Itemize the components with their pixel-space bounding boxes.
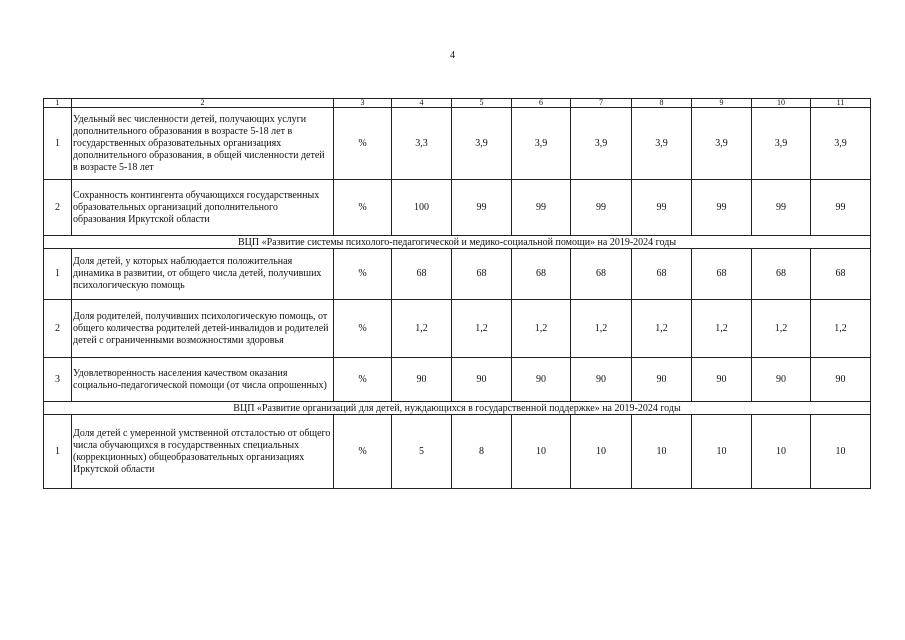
unit-cell: % [334,180,392,236]
value-cell: 3,9 [752,108,811,180]
value-cell: 90 [811,358,871,402]
value-cell: 3,9 [632,108,692,180]
table-row [44,249,871,300]
column-number: 6 [512,99,571,108]
row-index-cell: 2 [44,300,72,358]
value-cell: 100 [392,180,452,236]
value-cell: 3,9 [452,108,512,180]
row-index-cell: 2 [44,180,72,236]
value-cell: 99 [752,180,811,236]
value-cell: 68 [452,249,512,300]
indicator-name-cell: Доля детей с умеренной умственной отсталостью от общего числа обучающихся в государственных специальных (коррекционных) общеобразовательных организациях Иркутской области [72,415,334,489]
value-cell: 8 [452,415,512,489]
value-cell: 68 [392,249,452,300]
unit-cell: % [334,358,392,402]
value-cell: 90 [512,358,571,402]
value-cell: 68 [512,249,571,300]
column-number: 8 [632,99,692,108]
value-cell: 3,3 [392,108,452,180]
value-cell: 10 [752,415,811,489]
value-cell: 1,2 [571,300,632,358]
value-cell: 3,9 [811,108,871,180]
indicator-name-cell: Сохранность контингента обучающихся государственных образовательных организаций дополнительного образования Иркутской области [72,180,334,236]
value-cell: 90 [571,358,632,402]
value-cell: 1,2 [512,300,571,358]
value-cell: 1,2 [632,300,692,358]
value-cell: 68 [752,249,811,300]
value-cell: 1,2 [752,300,811,358]
value-cell: 10 [571,415,632,489]
value-cell: 5 [392,415,452,489]
value-cell: 10 [632,415,692,489]
table-row [44,358,871,402]
column-number: 11 [811,99,871,108]
table-row [44,180,871,236]
indicator-name-cell: Удовлетворенность населения качеством оказания социально-педагогической помощи (от числа опрошенных) [72,358,334,402]
indicator-name-cell: Доля детей, у которых наблюдается положительная динамика в развитии, от общего числа детей, получивших психологическую помощь [72,249,334,300]
value-cell: 90 [452,358,512,402]
column-number: 3 [334,99,392,108]
column-number: 5 [452,99,512,108]
column-number: 9 [692,99,752,108]
value-cell: 90 [392,358,452,402]
section-header-row [44,236,871,249]
value-cell: 90 [692,358,752,402]
value-cell: 3,9 [512,108,571,180]
unit-cell: % [334,300,392,358]
indicators-table [43,98,871,489]
column-number: 10 [752,99,811,108]
value-cell: 99 [811,180,871,236]
value-cell: 1,2 [811,300,871,358]
unit-cell: % [334,415,392,489]
value-cell: 90 [752,358,811,402]
value-cell: 99 [512,180,571,236]
indicator-name-cell: Удельный вес численности детей, получающих услуги дополнительного образования в возрасте 5-18 лет в государственных образовательных организациях дополнительного образования, в общей численности детей в возрасте 5-18 лет [72,108,334,180]
section-title: ВЦП «Развитие организаций для детей, нуждающихся в государственной поддержке» на 2019-2024 годы [44,402,871,415]
table-row [44,300,871,358]
column-number: 1 [44,99,72,108]
value-cell: 10 [512,415,571,489]
value-cell: 3,9 [571,108,632,180]
row-index-cell: 3 [44,358,72,402]
value-cell: 68 [811,249,871,300]
value-cell: 99 [571,180,632,236]
column-number-row [44,99,871,108]
value-cell: 1,2 [392,300,452,358]
unit-cell: % [334,249,392,300]
row-index-cell: 1 [44,249,72,300]
value-cell: 10 [692,415,752,489]
table-row [44,108,871,180]
value-cell: 99 [452,180,512,236]
value-cell: 1,2 [692,300,752,358]
column-number: 7 [571,99,632,108]
value-cell: 68 [632,249,692,300]
row-index-cell: 1 [44,415,72,489]
column-number: 2 [72,99,334,108]
value-cell: 1,2 [452,300,512,358]
table-body [44,99,871,489]
value-cell: 68 [571,249,632,300]
indicator-name-cell: Доля родителей, получивших психологическую помощь, от общего количества родителей детей-инвалидов и родителей детей с ограниченными возможностями здоровья [72,300,334,358]
page-number: 4 [450,50,455,61]
value-cell: 3,9 [692,108,752,180]
table-row [44,415,871,489]
section-title: ВЦП «Развитие системы психолого-педагогической и медико-социальной помощи» на 2019-2024 годы [44,236,871,249]
value-cell: 99 [632,180,692,236]
value-cell: 99 [692,180,752,236]
value-cell: 10 [811,415,871,489]
column-number: 4 [392,99,452,108]
value-cell: 68 [692,249,752,300]
value-cell: 90 [632,358,692,402]
unit-cell: % [334,108,392,180]
section-header-row [44,402,871,415]
row-index-cell: 1 [44,108,72,180]
